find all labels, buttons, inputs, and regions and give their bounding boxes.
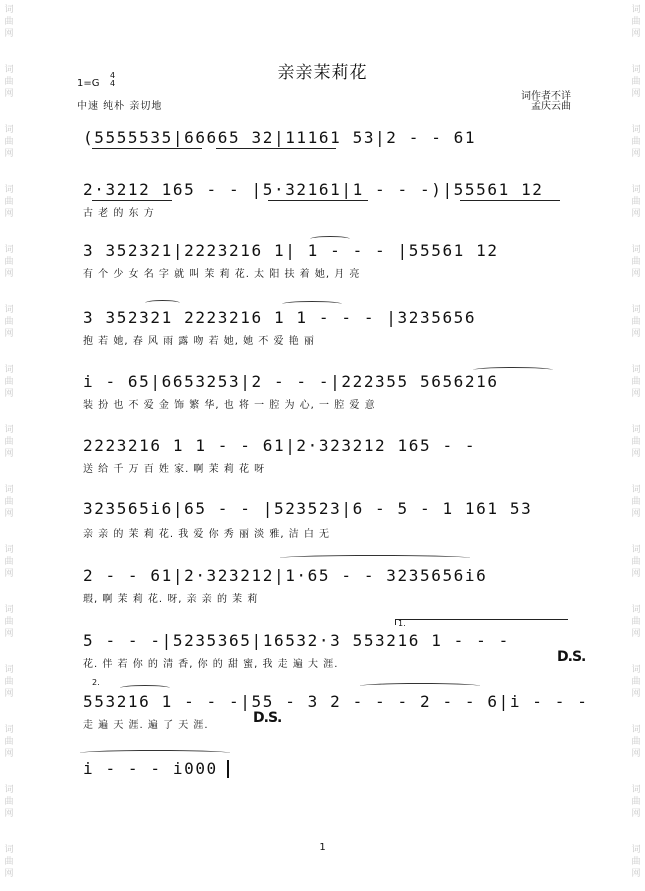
key-signature: 1=G <box>77 78 100 89</box>
page-number: 1 <box>319 842 326 853</box>
watermark-char: 网 <box>4 269 14 279</box>
notation-line: (5555535|66665 32|11161 53|2 - - 61 <box>83 128 477 147</box>
watermark-char: 曲 <box>631 437 641 447</box>
notation-line: i - - - i000 <box>83 759 218 778</box>
notation-line: 2 - - 61|2·323212|1·65 - - 3235656i6 <box>83 566 488 585</box>
lyric-line: 送 给 千 万 百 姓 家. 啊 茉 莉 花 呀 <box>83 464 266 475</box>
watermark-char: 曲 <box>631 557 641 567</box>
watermark-char: 曲 <box>4 257 14 267</box>
watermark-char: 曲 <box>4 677 14 687</box>
slur <box>280 555 470 561</box>
slur <box>310 236 350 242</box>
watermark-char: 词 <box>631 545 641 555</box>
watermark-char: 词 <box>4 725 14 735</box>
slur <box>145 300 180 306</box>
notation-line: i - 65|6653253|2 - - -|222355 5656216 <box>83 372 499 391</box>
watermark-char: 曲 <box>4 497 14 507</box>
notation-line: 3 352321 2223216 1 1 - - - |3235656 <box>83 308 477 327</box>
composer: 孟庆云曲 <box>531 101 571 112</box>
watermark-char: 曲 <box>4 77 14 87</box>
watermark-char: 网 <box>4 509 14 519</box>
tempo-style: 中速 纯朴 亲切地 <box>77 101 163 112</box>
ds-mark: D.S. <box>253 710 282 726</box>
song-title: 亲亲茉莉花 <box>277 63 368 83</box>
lyric-line: 花. 伴 若 你 的 清 香, 你 的 甜 蜜, 我 走 遍 大 涯. <box>83 659 339 670</box>
watermark-char: 词 <box>4 845 14 855</box>
notation-line: 3 352321|2223216 1| 1 - - - |55561 12 <box>83 241 499 260</box>
watermark-char: 网 <box>631 449 641 459</box>
slur <box>360 683 480 689</box>
watermark-char: 词 <box>631 725 641 735</box>
beam-line <box>268 200 368 201</box>
watermark-char: 词 <box>4 185 14 195</box>
beam-line <box>216 148 336 149</box>
watermark-char: 词 <box>631 305 641 315</box>
watermark-char: 网 <box>631 209 641 219</box>
watermark-char: 词 <box>4 365 14 375</box>
beam-line <box>92 148 202 149</box>
watermark-char: 词 <box>4 485 14 495</box>
time-signature-bottom: 4 <box>110 79 116 88</box>
watermark-char: 网 <box>4 569 14 579</box>
slur <box>473 367 553 373</box>
watermark-char: 词 <box>631 665 641 675</box>
watermark-char: 词 <box>4 5 14 15</box>
watermark-char: 网 <box>4 209 14 219</box>
watermark-char: 网 <box>631 389 641 399</box>
lyric-line: 瑕, 啊 茉 莉 花. 呀, 亲 亲 的 茉 莉 <box>83 594 259 605</box>
watermark-char: 词 <box>631 785 641 795</box>
watermark-char: 网 <box>4 389 14 399</box>
watermark-char: 网 <box>631 629 641 639</box>
volta-bracket-end <box>395 619 396 625</box>
watermark-char: 网 <box>631 749 641 759</box>
watermark-char: 曲 <box>631 257 641 267</box>
watermark-char: 网 <box>4 89 14 99</box>
watermark-char: 网 <box>631 869 641 879</box>
watermark-char: 网 <box>4 629 14 639</box>
watermark-char: 网 <box>631 809 641 819</box>
watermark-char: 网 <box>631 89 641 99</box>
watermark-char: 曲 <box>4 377 14 387</box>
watermark-char: 网 <box>631 569 641 579</box>
watermark-char: 曲 <box>631 737 641 747</box>
volta-bracket <box>395 619 568 620</box>
watermark-char: 网 <box>4 749 14 759</box>
watermark-char: 曲 <box>631 617 641 627</box>
watermark-char: 曲 <box>631 197 641 207</box>
watermark-char: 曲 <box>4 557 14 567</box>
watermark-char: 网 <box>631 269 641 279</box>
watermark-char: 词 <box>631 125 641 135</box>
lyric-line: 有 个 少 女 名 字 就 叫 茉 莉 花. 太 阳 扶 着 她, 月 亮 <box>83 269 361 280</box>
lyric-line: 古 老 的 东 方 <box>83 208 155 219</box>
notation-line: 553216 1 - - -|55 - 3 2 - - - 2 - - 6|i - - - <box>83 692 589 711</box>
watermark-char: 曲 <box>4 437 14 447</box>
watermark-char: 网 <box>631 149 641 159</box>
watermark-char: 词 <box>4 305 14 315</box>
ds-mark: D.S. <box>557 649 586 665</box>
watermark-char: 词 <box>631 605 641 615</box>
watermark-char: 词 <box>631 485 641 495</box>
watermark-char: 词 <box>4 425 14 435</box>
watermark-right <box>629 0 643 891</box>
watermark-char: 网 <box>631 689 641 699</box>
lyricist: 词作者不详 <box>521 91 571 102</box>
watermark-char: 曲 <box>631 77 641 87</box>
watermark-char: 网 <box>4 29 14 39</box>
notation-line: 2223216 1 1 - - 61|2·323212 165 - - <box>83 436 477 455</box>
slur <box>282 301 342 307</box>
time-signature <box>110 72 115 88</box>
watermark-char: 曲 <box>4 797 14 807</box>
watermark-char: 网 <box>631 29 641 39</box>
watermark-char: 曲 <box>4 197 14 207</box>
volta-mark-2: 2. <box>92 678 100 687</box>
lyric-line: 走 遍 天 涯. 遍 了 天 涯. <box>83 720 209 731</box>
watermark-char: 曲 <box>631 377 641 387</box>
notation-line: 5 - - -|5235365|16532·3 553216 1 - - - <box>83 631 510 650</box>
watermark-char: 曲 <box>631 497 641 507</box>
watermark-char: 曲 <box>631 797 641 807</box>
time-signature-top: 4 <box>110 71 116 80</box>
watermark-char: 曲 <box>631 857 641 867</box>
watermark-char: 词 <box>631 5 641 15</box>
watermark-char: 词 <box>631 425 641 435</box>
watermark-char: 词 <box>4 65 14 75</box>
watermark-char: 曲 <box>4 737 14 747</box>
watermark-char: 网 <box>631 509 641 519</box>
watermark-char: 网 <box>4 149 14 159</box>
lyric-line: 亲 亲 的 茉 莉 花. 我 爱 你 秀 丽 淡 雅, 洁 白 无 <box>83 529 331 540</box>
watermark-char: 词 <box>631 185 641 195</box>
lyric-line: 抱 若 她, 春 风 雨 露 吻 若 她, 她 不 爱 艳 丽 <box>83 336 315 347</box>
watermark-left <box>2 0 16 891</box>
watermark-char: 词 <box>4 605 14 615</box>
watermark-char: 曲 <box>631 677 641 687</box>
watermark-char: 词 <box>631 365 641 375</box>
volta-mark-1: 1. <box>398 619 406 628</box>
watermark-char: 词 <box>631 65 641 75</box>
watermark-char: 网 <box>4 449 14 459</box>
notation-line: 323565i6|65 - - |523523|6 - 5 - 1 161 53 <box>83 499 533 518</box>
watermark-char: 词 <box>4 545 14 555</box>
watermark-char: 曲 <box>4 317 14 327</box>
watermark-char: 曲 <box>631 17 641 27</box>
watermark-char: 网 <box>631 329 641 339</box>
watermark-char: 曲 <box>4 617 14 627</box>
slur <box>80 750 230 756</box>
final-barline-thin <box>227 760 229 778</box>
lyric-line: 装 扮 也 不 爱 金 饰 繁 华, 也 将 一 腔 为 心, 一 腔 爱 意 <box>83 400 376 411</box>
watermark-char: 词 <box>4 665 14 675</box>
beam-line <box>460 200 560 201</box>
watermark-char: 词 <box>4 245 14 255</box>
watermark-char: 词 <box>631 845 641 855</box>
watermark-char: 曲 <box>4 137 14 147</box>
watermark-char: 词 <box>4 785 14 795</box>
watermark-char: 曲 <box>4 17 14 27</box>
watermark-char: 词 <box>4 125 14 135</box>
watermark-char: 网 <box>4 329 14 339</box>
watermark-char: 曲 <box>4 857 14 867</box>
watermark-char: 曲 <box>631 137 641 147</box>
slur <box>120 685 170 691</box>
watermark-char: 词 <box>631 245 641 255</box>
watermark-char: 网 <box>4 809 14 819</box>
notation-line: 2·3212 165 - - |5·32161|1 - - -)|55561 12 <box>83 180 544 199</box>
watermark-char: 曲 <box>631 317 641 327</box>
beam-line <box>92 200 172 201</box>
watermark-char: 网 <box>4 869 14 879</box>
watermark-char: 网 <box>4 689 14 699</box>
